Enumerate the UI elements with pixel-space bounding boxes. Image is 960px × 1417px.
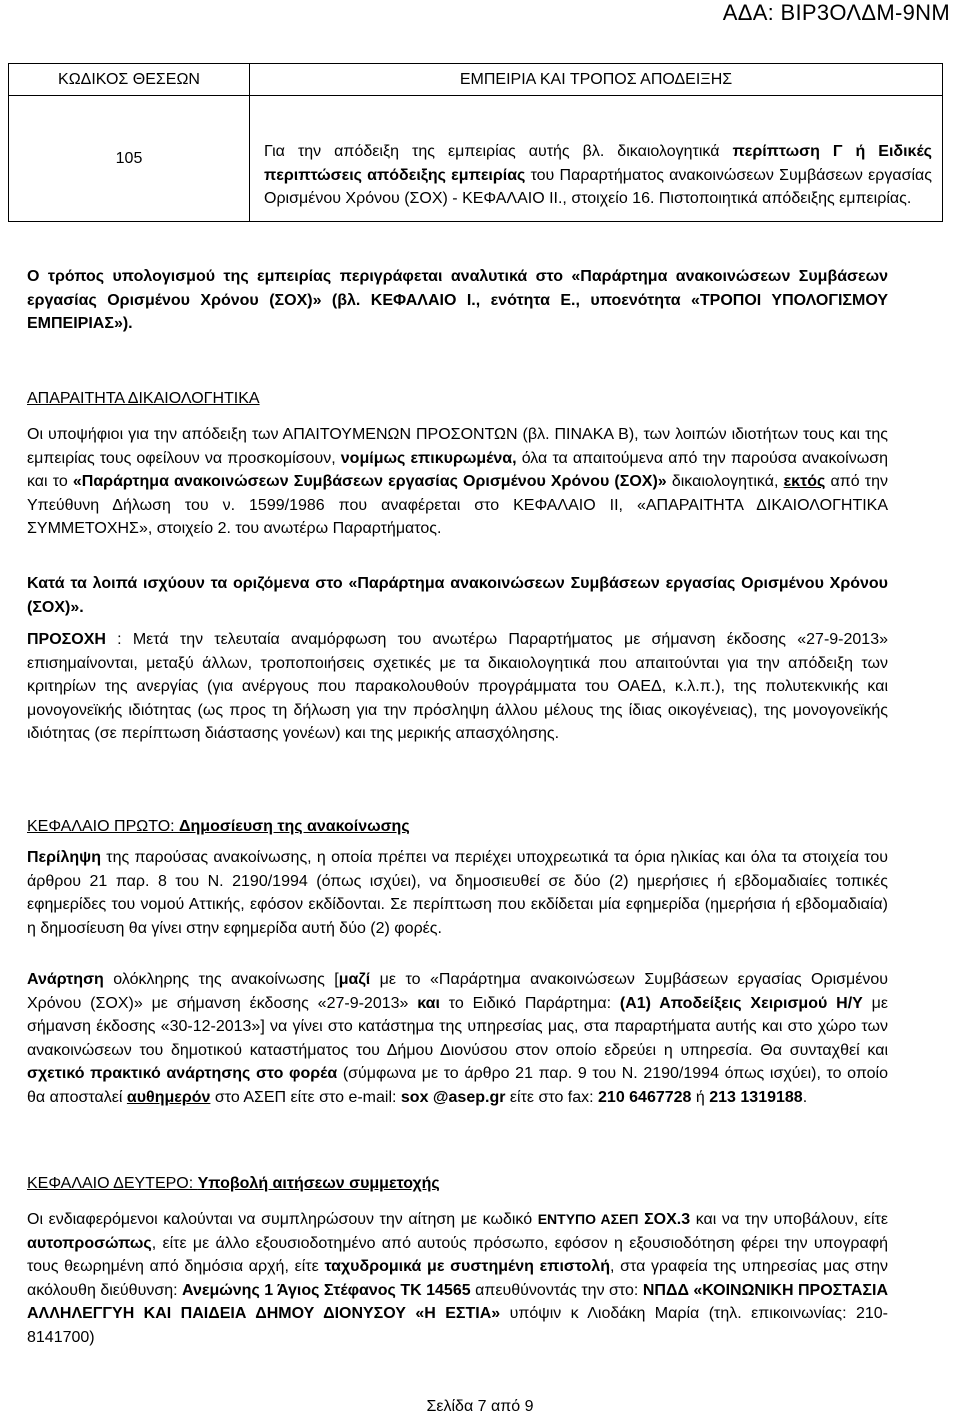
posting-text-annex-a1: (Α1) Αποδείξεις Χειρισμού Η/Υ [619,994,863,1012]
experience-text: Για την απόδειξη της εμπειρίας αυτής βλ. δικαιολογητικά [264,143,733,160]
posting-text-and: και [417,994,440,1012]
attention-label: ΠΡΟΣΟΧΗ [27,631,106,648]
submission-form-code: ΣΟΧ.3 [644,1211,691,1228]
posting-text-end: . [802,1088,808,1106]
required-text-annex: «Παράρτημα ανακοινώσεων Συμβάσεων εργασίας Ορισμένου Χρόνου (ΣΟΧ)» [72,473,667,490]
chapter-two-label: ΚΕΦΑΛΑΙΟ ΔΕΥΤΕΡΟ: [27,1175,198,1192]
col-header-experience: ΕΜΠΕΙΡΙΑ ΚΑΙ ΤΡΟΠΟΣ ΑΠΟΔΕΙΞΗΣ [250,64,943,96]
page-number: Σελίδα 7 από 9 [426,1398,534,1415]
posting-fax-1: 210 6467728 [598,1088,692,1106]
posting-text-13: είτε στο fax: [505,1088,599,1106]
submission-text-9: , στα γραφεία της υπηρεσίας μας στην ακόλουθη διεύθυνση: [27,1258,889,1299]
posting-paragraph [27,968,888,1109]
experience-bold-reference: περίπτωση Γ ή Ειδικές περιπτώσεις απόδειξης εμπειρίας [264,143,932,184]
chapter-two-title [27,1172,888,1196]
submission-address: Ανεμώνης 1 Άγιος Στέφανος ΤΚ 14565 [182,1281,471,1299]
posting-email: sox @asep.gr [400,1088,506,1106]
required-text-1: Οι υποψήφιοι για την απόδειξη των ΑΠΑΙΤΟΥΜΕΝΩΝ ΠΡΟΣΟΝΤΩΝ (βλ. ΠΙΝΑΚΑ Β), των λοιπών ιδιοτήτων τους και της εμπειρίας τους οφείλουν να προσκομίσουν, [27,426,888,467]
posting-text-3: με το «Παράρτημα ανακοινώσεων Συμβάσεων εργασίας Ορισμένου Χρόνου (ΣΟΧ)» με σήμανση έκδοσης «27-9-2013» [27,971,889,1012]
required-docs-title [27,387,888,411]
submission-contact: υπόψιν κ Λιοδάκη Μαρία (τηλ. επικοινωνίας: 210-8141700) [27,1305,888,1346]
submission-form-label: ΕΝΤΥΠΟ ΑΣΕΠ [537,1211,639,1227]
summary-text: της παρούσας ανακοίνωσης, η οποία πρέπει να περιέχει υποχρεωτικά τα όρια ηλικίας και όλα τα στοιχεία του άρθρου 21 παρ. 8 του Ν. 2190/1994 (όπως ισχύει), να δημοσιευθεί σε δύο (2) ημερήσιες ή εβδομαδιαίες τοπικές εφημερίδες του νομού Αττικής, εφόσον εκδίδονται. Σε περίπτωση που εκδίδεται μία εφημερίδα (ημερήσια ή εβδομαδιαία) η δημοσίευση θα γίνει στην εφημερίδα αυτή δύο (2) φορές. [27,849,888,937]
required-text-5: δικαιολογητικά, [666,473,784,490]
summary-paragraph [27,846,888,940]
posting-label: Ανάρτηση [27,971,104,988]
submission-text-11: απευθύνοντάς την στο: [470,1281,643,1299]
chapter-one-label: ΚΕΦΑΛΑΙΟ ΠΡΩΤΟ: [27,818,180,835]
remaining-rules-text: Κατά τα λοιπά ισχύουν τα οριζόμενα στο «Παράρτημα ανακοινώσεων Συμβάσεων εργασίας Ορισμένου Χρόνου (ΣΟΧ)». [27,575,888,616]
posting-text-7: με σήμανση έκδοσης «30-12-2013»] να γίνει στο κατάστημα της υπηρεσίας μας, στα παραρτήματα αυτής και στο χώρο των ανακοινώσεων του δημοτικού καταστήματος του Δήμου Διονύσου στον οποίο εδρεύει η υπηρεσία. Θα συνταχθεί και [27,994,889,1059]
experience-text-tail: του Παραρτήματος ανακοινώσεων Συμβάσεων εργασίας Ορισμένου Χρόνου (ΣΟΧ) - ΚΕΦΑΛΑΙΟ ΙΙ., στοιχείο 16. Πιστοποιητικά απόδειξης εμπειρίας. [264,166,932,207]
posting-fax-2: 213 1319188 [709,1088,803,1106]
required-docs-paragraph [27,423,888,541]
posting-text-5: το Ειδικό Παράρτημα: [439,994,620,1012]
calculation-method-paragraph [27,265,888,336]
required-text-legalized: νομίμως επικυρωμένα, [340,449,517,467]
required-text-except: εκτός [783,473,826,490]
experience-cell [250,96,943,222]
submission-text-1: Οι ενδιαφερόμενοι καλούνται να συμπληρώσουν την αίτηση με κωδικό [27,1211,538,1228]
attention-paragraph [27,628,888,746]
posting-text-minutes: σχετικό πρακτικό ανάρτησης στο φορέα [27,1065,338,1082]
submission-recipient: ΝΠΔΔ «ΚΟΙΝΩΝΙΚΗ ΠΡΟΣΤΑΣΙΑ ΑΛΛΗΛΕΓΓΥΗ ΚΑΙ ΠΑΙΔΕΙΑ ΔΗΜΟΥ ΔΙΟΝΥΣΟΥ «Η ΕΣΤΙΑ» [27,1281,889,1322]
ada-code: ΑΔΑ: ΒΙΡ3ΟΛΔΜ-9ΝΜ [722,0,950,25]
posting-text-9: (σύμφωνα με το άρθρο 21 παρ. 9 του Ν. 2190/1994 όπως ισχύει), το οποίο θα αποσταλεί [27,1065,888,1106]
summary-label: Περίληψη [27,849,101,866]
remaining-rules-paragraph [27,572,888,619]
chapter-one-title [27,815,888,839]
positions-table [8,63,943,222]
table-header-row [9,64,943,96]
required-text-7: από την Υπεύθυνη Δήλωση του ν. 1599/1986 που αναφέρεται στο ΚΕΦΑΛΑΙΟ ΙΙ, «ΑΠΑΡΑΙΤΗΤΑ ΔΙΚΑΙΟΛΟΓΗΤΙΚΑ ΣΥΜΜΕΤΟΧΗΣ», στοιχείο 2. του ανωτέρω Παραρτήματος. [27,473,889,537]
table-row [9,96,943,222]
chapter-two-subject: Υποβολή αιτήσεων συμμετοχής [197,1175,440,1192]
posting-text-1: ολόκληρης της ανακοίνωσης [ [103,971,339,988]
required-docs-title-text: ΑΠΑΡΑΙΤΗΤΑ ΔΙΚΑΙΟΛΟΓΗΤΙΚΑ [27,390,260,407]
position-code-cell: 105 [9,96,250,222]
submission-in-person: αυτοπροσώπως [27,1234,152,1252]
chapter-one-subject: Δημοσίευση της ανακοίνωσης [179,818,410,835]
posting-text-same-day: αυθημερόν [126,1088,211,1106]
submission-registered-mail: ταχυδρομικά με συστημένη επιστολή [324,1258,610,1275]
col-header-position-code: ΚΩΔΙΚΟΣ ΘΕΣΕΩΝ [9,64,250,96]
posting-text-or: ή [691,1088,710,1106]
posting-text-11: στο ΑΣΕΠ είτε στο e-mail: [210,1088,401,1106]
attention-colon: : [105,631,133,648]
calculation-method-text: Ο τρόπος υπολογισμού της εμπειρίας περιγράφεται αναλυτικά στο «Παράρτημα ανακοινώσεων Συμβάσεων εργασίας Ορισμένου Χρόνου (ΣΟΧ)» (βλ. ΚΕΦΑΛΑΙΟ Ι., ενότητα Ε., υποενότητα «ΤΡΟΠΟΙ ΥΠΟΛΟΓΙΣΜΟΥ ΕΜΠΕΙΡΙΑΣ»). [27,268,888,332]
submission-text-5: και να την υποβάλουν, είτε [690,1211,889,1228]
submission-text-7: , είτε με άλλο εξουσιοδοτημένο από αυτούς πρόσωπο, εφόσον η εξουσιοδότηση φέρει την υπογραφή τους θεωρημένη από δημόσια αρχή, είτε [27,1234,888,1275]
required-text-3: όλα τα απαιτούμενα από την παρούσα ανακοίνωση και το [27,449,889,490]
posting-text-together: μαζί [338,971,371,988]
submission-paragraph [27,1208,888,1349]
attention-text: Μετά την τελευταία αναμόρφωση του ανωτέρω Παραρτήματος με σήμανση έκδοσης «27-9-2013» επισημαίνονται, μεταξύ άλλων, τροποποιήσεις σχετικές με τα δικαιολογητικά που απαιτούνται για την απόδειξη των κριτηρίων της ανεργίας (για ανέργους που παρακολουθούν προγράμματα του ΟΑΕΔ, κ.λ.π.), της πολυτεκνικής και μονογονεϊκής ιδιότητας (ως προς τη δήλωση για την πρόσληψη άλλου μέλους της ίδιας οικογένειας), της μονογονεϊκής ιδιότητας (σε περίπτωση διάστασης γονέων) και της μερικής απασχόλησης. [27,631,888,742]
